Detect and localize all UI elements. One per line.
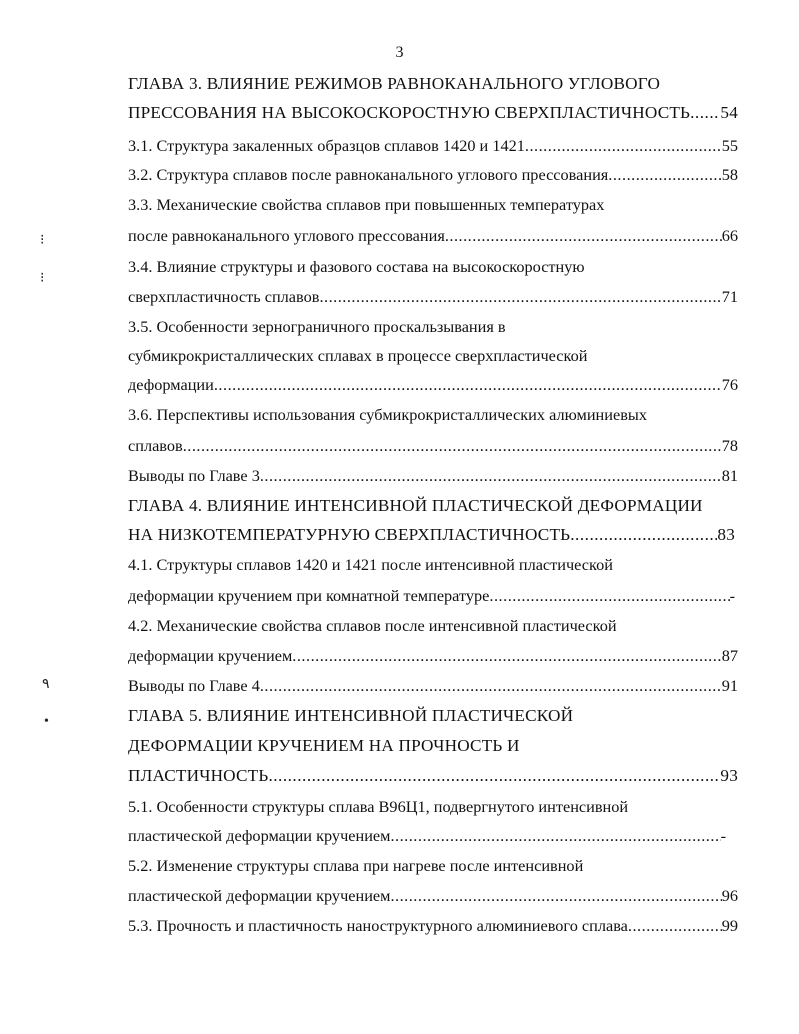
dot-leader — [690, 103, 720, 123]
toc-entry-title: 4.2. Механические свойства сплавов после интенсивной пластической — [128, 616, 617, 635]
toc-entry-title: НА НИЗКОТЕМПЕРАТУРНУЮ СВЕРХПЛАСТИЧНОСТЬ — [128, 525, 571, 544]
toc-entry — [128, 826, 726, 846]
toc-chapter-heading — [128, 74, 660, 94]
toc-chapter-heading — [128, 706, 573, 726]
toc-entry-page: 91 — [721, 676, 738, 695]
toc-entry-title: Выводы по Главе 3 — [128, 466, 260, 485]
toc-entry-title: деформации кручением при комнатной температуре — [128, 586, 490, 605]
toc-entry-page: 76 — [721, 375, 738, 394]
toc-entry-page: 99 — [721, 916, 738, 935]
toc-entry-page: - — [729, 586, 735, 605]
toc-entry — [128, 257, 585, 277]
toc-entry — [128, 195, 604, 215]
toc-entry-title: 3.2. Структура сплавов после равноканального углового прессования — [128, 165, 609, 184]
toc-entry-page: 54 — [720, 103, 738, 122]
dot-leader — [390, 886, 721, 906]
dot-leader — [608, 165, 721, 185]
toc-entry — [128, 226, 738, 246]
toc-entry — [128, 346, 587, 366]
toc-entry-title: 5.2. Изменение структуры сплава при нагреве после интенсивной — [128, 856, 584, 875]
toc-entry-title: деформации кручением — [128, 646, 293, 665]
toc-entry-title: 3.3. Механические свойства сплавов при повышенных температурах — [128, 195, 605, 214]
toc-entry-title: деформации — [128, 375, 214, 394]
toc-entry-title: сверхпластичность сплавов — [128, 287, 320, 306]
toc-entry-title: ПЛАСТИЧНОСТЬ — [128, 766, 269, 785]
toc-entry-title: 3.5. Особенности зернограничного проскальзывания в — [128, 317, 506, 336]
dot-leader — [268, 766, 720, 786]
toc-entry-page: 66 — [721, 226, 738, 245]
toc-entry-page: 83 — [717, 525, 735, 544]
toc-entry-title: после равноканального углового прессования — [128, 226, 445, 245]
toc-entry — [128, 555, 613, 575]
toc-entry-title: 4.1. Структуры сплавов 1420 и 1421 после интенсивной пластической — [128, 555, 613, 574]
toc-entry — [128, 797, 628, 817]
dot-leader — [445, 226, 722, 246]
dot-leader — [570, 525, 717, 545]
toc-entry — [128, 466, 738, 486]
toc-entry-page: 93 — [720, 766, 738, 785]
toc-entry-title: ГЛАВА 3. ВЛИЯНИЕ РЕЖИМОВ РАВНОКАНАЛЬНОГО УГЛОВОГО — [128, 74, 661, 93]
toc-entry-title: субмикрокристаллических сплавах в процессе сверхпластической — [128, 346, 588, 365]
toc-entry — [128, 586, 735, 606]
toc-chapter-heading — [128, 525, 735, 545]
dot-leader — [628, 916, 722, 936]
dot-leader — [489, 586, 729, 606]
toc-entry-page: 71 — [721, 287, 738, 306]
toc-entry-page: 96 — [721, 886, 738, 905]
toc-entry-title: Выводы по Главе 4 — [128, 676, 260, 695]
dot-leader — [214, 375, 722, 395]
page-number: 3 — [395, 44, 404, 61]
toc-entry-title: ДЕФОРМАЦИИ КРУЧЕНИЕМ НА ПРОЧНОСТЬ И — [128, 736, 520, 755]
toc-chapter-heading — [128, 736, 520, 756]
toc-chapter-heading — [128, 496, 703, 516]
toc-entry — [128, 317, 506, 337]
toc-entry — [128, 916, 738, 936]
dot-leader — [260, 466, 722, 486]
toc-entry-title: ГЛАВА 5. ВЛИЯНИЕ ИНТЕНСИВНОЙ ПЛАСТИЧЕСКОЙ — [128, 706, 574, 725]
toc-entry-title: пластической деформации кручением — [128, 886, 391, 905]
toc-entry — [128, 436, 738, 456]
scan-mark: ٩ — [42, 677, 50, 692]
dot-leader — [260, 676, 722, 696]
scan-mark: ⁝ — [40, 271, 45, 286]
scan-mark: • — [44, 714, 49, 729]
toc-chapter-heading — [128, 103, 738, 123]
toc-entry-title: 3.1. Структура закаленных образцов сплавов 1420 и 1421 — [128, 136, 525, 155]
toc-entry-title: 3.4. Влияние структуры и фазового состава на высокоскоростную — [128, 257, 585, 276]
toc-entry-title: сплавов — [128, 436, 183, 455]
toc-entry — [128, 856, 583, 876]
toc-entry-title: ГЛАВА 4. ВЛИЯНИЕ ИНТЕНСИВНОЙ ПЛАСТИЧЕСКОЙ ДЕФОРМАЦИИ — [128, 496, 703, 515]
toc-chapter-heading — [128, 766, 738, 786]
toc-entry — [128, 165, 738, 185]
toc-entry — [128, 616, 617, 636]
scan-mark: ⁝ — [40, 233, 45, 248]
toc-entry-title: пластической деформации кручением — [128, 826, 391, 845]
toc-entry — [128, 375, 738, 395]
toc-entry — [128, 287, 738, 307]
toc-entry-title: ПРЕССОВАНИЯ НА ВЫСОКОСКОРОСТНУЮ СВЕРХПЛАСТИЧНОСТЬ — [128, 103, 691, 122]
toc-entry-page: 81 — [721, 466, 738, 485]
toc-entry — [128, 405, 647, 425]
toc-entry-page: 78 — [721, 436, 738, 455]
toc-entry-page: - — [720, 826, 726, 845]
dot-leader — [183, 436, 722, 456]
toc-entry — [128, 886, 738, 906]
dot-leader — [319, 287, 721, 307]
toc-entry-page: 58 — [721, 165, 738, 184]
toc-entry-page: 87 — [721, 646, 738, 665]
dot-leader — [525, 136, 722, 156]
toc-entry — [128, 676, 738, 696]
dot-leader — [292, 646, 721, 666]
toc-entry — [128, 646, 738, 666]
toc-entry-title: 3.6. Перспективы использования субмикрокристаллических алюминиевых — [128, 405, 647, 424]
toc-entry-page: 55 — [721, 136, 738, 155]
toc-entry — [128, 136, 738, 156]
toc-entry-title: 5.1. Особенности структуры сплава В96Ц1, подвергнутого интенсивной — [128, 797, 629, 816]
toc-entry-title: 5.3. Прочность и пластичность наноструктурного алюминиевого сплава — [128, 916, 628, 935]
dot-leader — [390, 826, 720, 846]
